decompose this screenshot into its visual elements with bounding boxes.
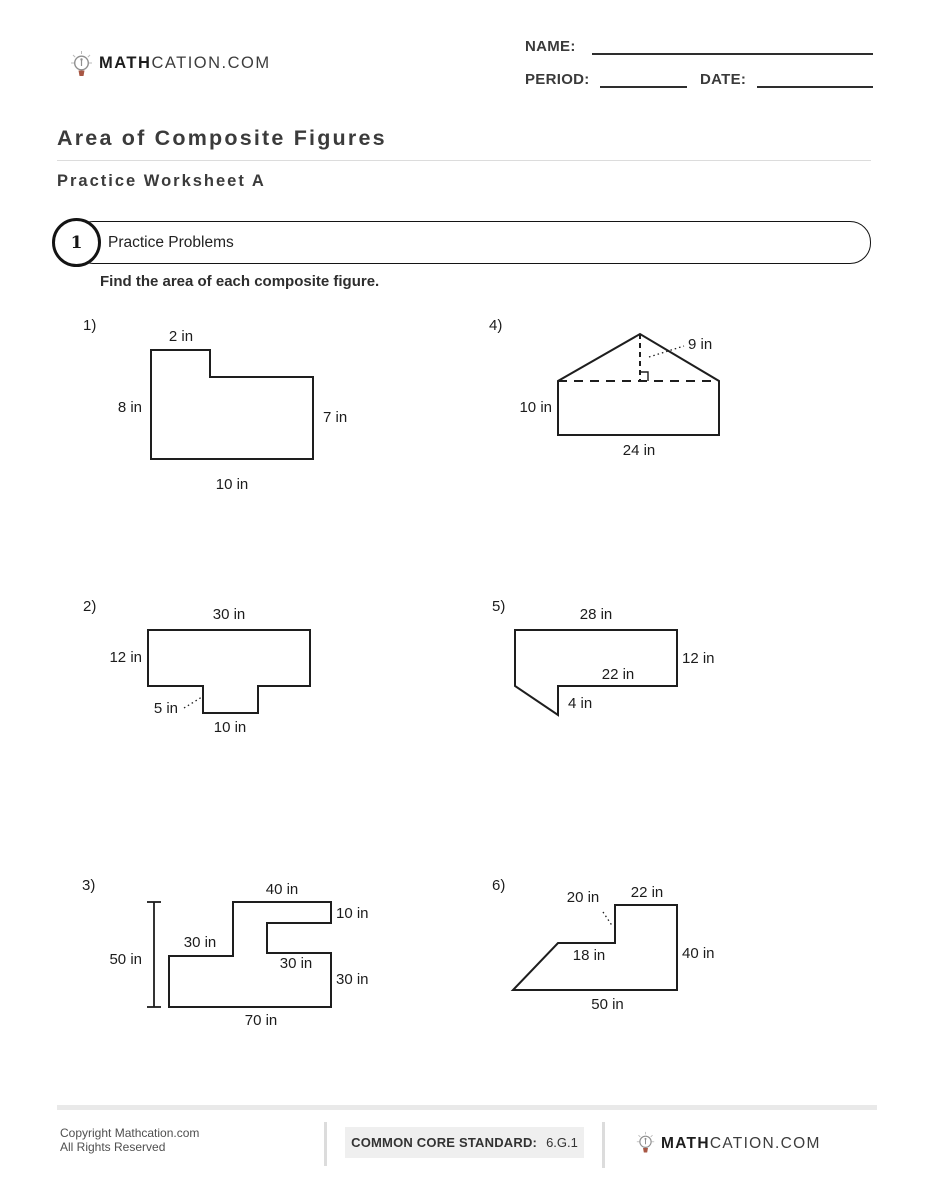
- dim-label: 22 in: [601, 666, 635, 683]
- problem-4-number: 4): [489, 317, 503, 334]
- dim-label: 70 in: [244, 1012, 278, 1029]
- date-blank-line: [757, 86, 873, 88]
- dim-label: 12 in: [682, 650, 715, 667]
- logo-bold-text: MATH: [661, 1135, 710, 1152]
- dim-label: 30 in: [279, 955, 313, 972]
- problem-1-number: 1): [83, 317, 97, 334]
- logo-rest-text: CATION.COM: [151, 54, 271, 72]
- footer-vertical-divider: [602, 1122, 605, 1168]
- section-title: Practice Problems: [108, 234, 234, 251]
- name-blank-line: [592, 53, 873, 55]
- dim-label: 20 in: [566, 889, 600, 906]
- height-dimension-line: [147, 902, 161, 1007]
- dim-label: 9 in: [688, 336, 713, 353]
- standard-label: COMMON CORE STANDARD:: [351, 1135, 538, 1150]
- lightbulb-icon: [70, 50, 93, 79]
- dim-label: 40 in: [682, 945, 715, 962]
- title-divider: [57, 160, 871, 161]
- leader-line: [649, 346, 684, 357]
- footer-divider-bar: [57, 1105, 877, 1110]
- logo-bold-text: MATH: [99, 54, 152, 72]
- page-subtitle: Practice Worksheet A: [57, 172, 266, 190]
- problem-2-number: 2): [83, 598, 97, 615]
- dim-label: 28 in: [579, 606, 613, 623]
- dim-label: 4 in: [568, 695, 593, 712]
- dim-label: 10 in: [215, 476, 249, 493]
- dim-label: 40 in: [265, 881, 299, 898]
- problem-5-number: 5): [492, 598, 506, 615]
- dim-label: 10 in: [213, 719, 247, 736]
- instruction-text: Find the area of each composite figure.: [100, 273, 380, 290]
- logo-rest-text: CATION.COM: [709, 1135, 821, 1152]
- dim-label: 8 in: [117, 399, 142, 416]
- dim-label: 22 in: [630, 884, 664, 901]
- leader-line: [184, 697, 202, 708]
- date-label: DATE:: [700, 71, 747, 88]
- dim-label: 7 in: [323, 409, 348, 426]
- problem-3-number: 3): [82, 877, 96, 894]
- leader-line: [603, 912, 613, 927]
- figure-outline: [151, 350, 313, 459]
- common-core-standard-box: [345, 1127, 584, 1158]
- copyright-line-2: All Rights Reserved: [60, 1140, 166, 1154]
- dim-label: 2 in: [168, 328, 194, 345]
- mathcation-logo: [99, 54, 271, 73]
- period-label: PERIOD:: [525, 71, 590, 88]
- figure-1-shape: [145, 344, 320, 466]
- section-number-badge: [52, 218, 101, 267]
- dim-label: 30 in: [336, 971, 369, 988]
- dim-label: 10 in: [519, 399, 552, 416]
- dim-label: 10 in: [336, 905, 369, 922]
- page-title: Area of Composite Figures: [57, 126, 387, 150]
- dim-label: 5 in: [153, 700, 178, 717]
- name-label: NAME:: [525, 38, 576, 55]
- section-number: 1: [70, 232, 83, 253]
- right-angle-mark: [640, 372, 648, 381]
- standard-value: 6.G.1: [546, 1135, 578, 1150]
- problem-6-number: 6): [492, 877, 506, 894]
- copyright-line-1: Copyright Mathcation.com: [60, 1126, 200, 1140]
- dim-label: 24 in: [622, 442, 656, 459]
- dim-label: 30 in: [183, 934, 217, 951]
- mathcation-logo-footer: [661, 1135, 821, 1153]
- dim-label: 18 in: [572, 947, 606, 964]
- dim-label: 50 in: [591, 996, 624, 1013]
- footer-vertical-divider: [324, 1122, 327, 1166]
- dim-label: 50 in: [109, 951, 142, 968]
- period-blank-line: [600, 86, 687, 88]
- lightbulb-icon: [636, 1131, 655, 1155]
- dim-label: 12 in: [109, 649, 142, 666]
- dim-label: 30 in: [212, 606, 246, 623]
